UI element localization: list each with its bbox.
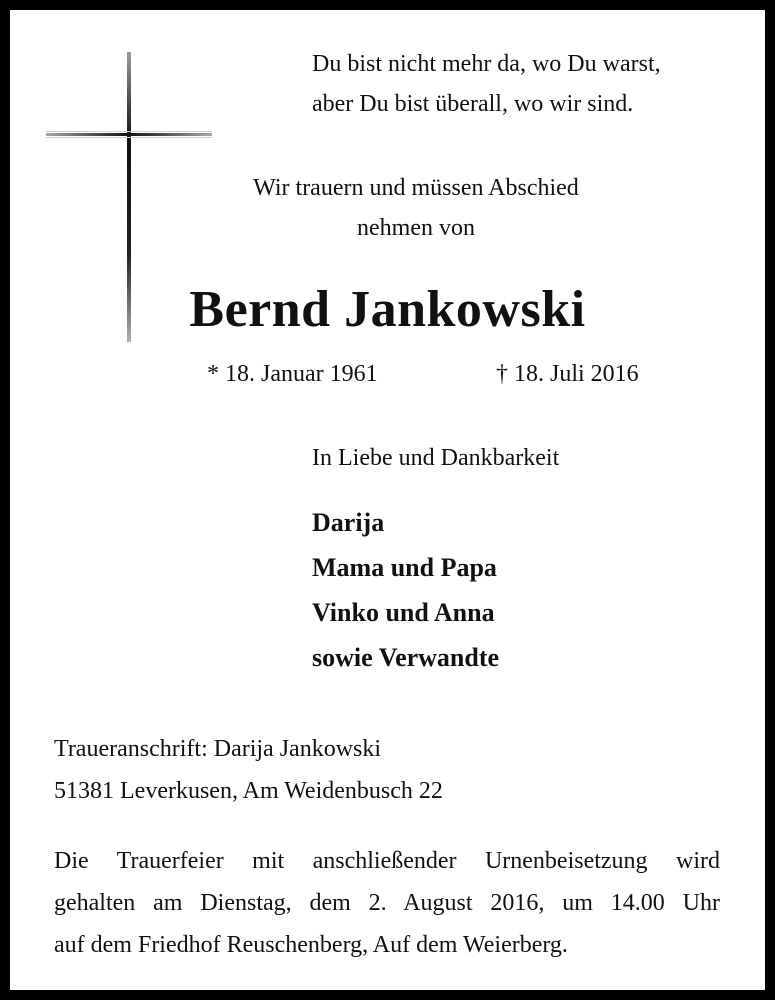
mourners-list bbox=[312, 500, 499, 680]
obituary-card bbox=[10, 10, 765, 990]
dedication: In Liebe und Dankbarkeit bbox=[312, 445, 560, 471]
ceremony-line: gehalten am Dienstag, dem 2. August 2016, um 14.00 Uhr bbox=[54, 890, 720, 916]
mourning-line: nehmen von bbox=[357, 215, 475, 241]
birth-date: * 18. Januar 1961 bbox=[207, 361, 378, 387]
verse-line: Du bist nicht mehr da, wo Du warst, bbox=[312, 51, 661, 77]
mourner: Darija bbox=[312, 508, 385, 537]
verse-line: aber Du bist überall, wo wir sind. bbox=[312, 91, 634, 117]
death-date: † 18. Juli 2016 bbox=[496, 361, 639, 387]
ceremony-info bbox=[54, 840, 720, 966]
ceremony-line: Die Trauerfeier mit anschließender Urnenbeisetzung wird bbox=[54, 848, 720, 874]
deceased-name: Bernd Jankowski bbox=[189, 281, 586, 338]
mourning-text bbox=[210, 168, 622, 248]
mourner: Mama und Papa bbox=[312, 553, 497, 582]
ceremony-line: auf dem Friedhof Reuschenberg, Auf dem Weierberg. bbox=[54, 932, 568, 958]
mourner: sowie Verwandte bbox=[312, 643, 500, 672]
mourner: Vinko und Anna bbox=[312, 598, 495, 627]
verse bbox=[312, 44, 661, 124]
mourning-address bbox=[54, 728, 443, 812]
address-line: 51381 Leverkusen, Am Weidenbusch 22 bbox=[54, 778, 443, 804]
address-line: Traueranschrift: Darija Jankowski bbox=[54, 736, 382, 762]
mourning-line: Wir trauern und müssen Abschied bbox=[253, 175, 579, 201]
